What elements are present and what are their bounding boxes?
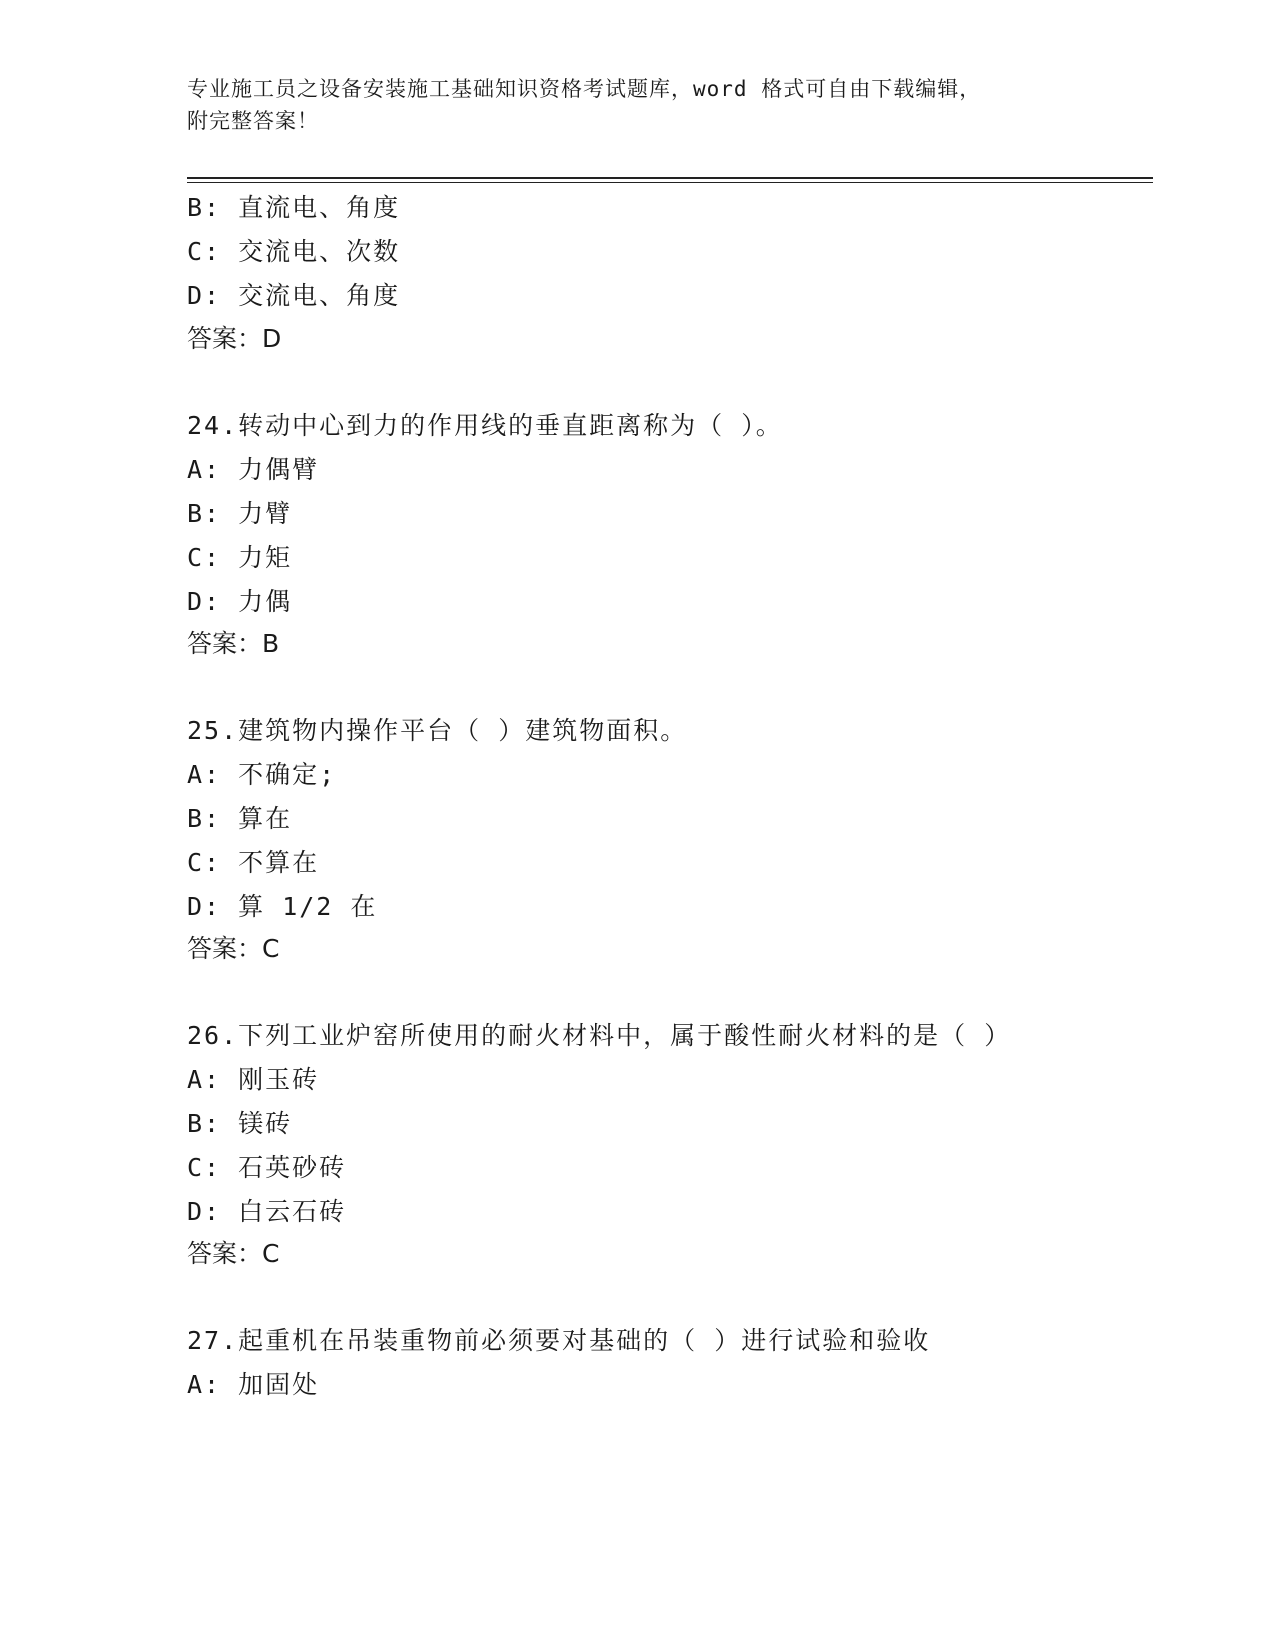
q24-option-d: D: 力偶 bbox=[187, 587, 293, 616]
q24-option-b: B: 力臂 bbox=[187, 499, 293, 528]
q27-option-a: A: 加固处 bbox=[187, 1370, 320, 1399]
q26-option-a: A: 刚玉砖 bbox=[187, 1065, 320, 1094]
document-header bbox=[187, 73, 1087, 137]
q26-option-d: D: 白云石砖 bbox=[187, 1197, 347, 1226]
q26-stem: 26.下列工业炉窑所使用的耐火材料中，属于酸性耐火材料的是（ ） bbox=[187, 1021, 1012, 1050]
q23-option-b: B: 直流电、角度 bbox=[187, 193, 401, 222]
q24-option-c: C: 力矩 bbox=[187, 543, 293, 572]
header-divider-thin bbox=[187, 182, 1153, 183]
q25-stem: 25.建筑物内操作平台（ ）建筑物面积。 bbox=[187, 716, 688, 745]
q25-option-d: D: 算 1/2 在 bbox=[187, 892, 378, 921]
header-line-1: 专业施工员之设备安装施工基础知识资格考试题库，word 格式可自由下载编辑， bbox=[187, 77, 982, 101]
q25-option-c: C: 不算在 bbox=[187, 848, 320, 877]
q27-stem: 27.起重机在吊装重物前必须要对基础的（ ）进行试验和验收 bbox=[187, 1326, 931, 1355]
q26-answer: 答案：C bbox=[187, 1239, 280, 1268]
q25-answer: 答案：C bbox=[187, 934, 280, 963]
q23-answer: 答案：D bbox=[187, 324, 282, 353]
q25-option-a: A: 不确定; bbox=[187, 760, 337, 789]
q25-option-b: B: 算在 bbox=[187, 804, 293, 833]
q24-answer: 答案：B bbox=[187, 629, 280, 658]
q24-stem: 24.转动中心到力的作用线的垂直距离称为（ ）。 bbox=[187, 411, 783, 440]
q24-option-a: A: 力偶臂 bbox=[187, 455, 320, 484]
header-divider-thick bbox=[187, 177, 1153, 179]
q23-option-c: C: 交流电、次数 bbox=[187, 237, 401, 266]
q23-option-d: D: 交流电、角度 bbox=[187, 281, 401, 310]
header-line-2: 附完整答案！ bbox=[187, 109, 319, 133]
q26-option-c: C: 石英砂砖 bbox=[187, 1153, 347, 1182]
q26-option-b: B: 镁砖 bbox=[187, 1109, 293, 1138]
